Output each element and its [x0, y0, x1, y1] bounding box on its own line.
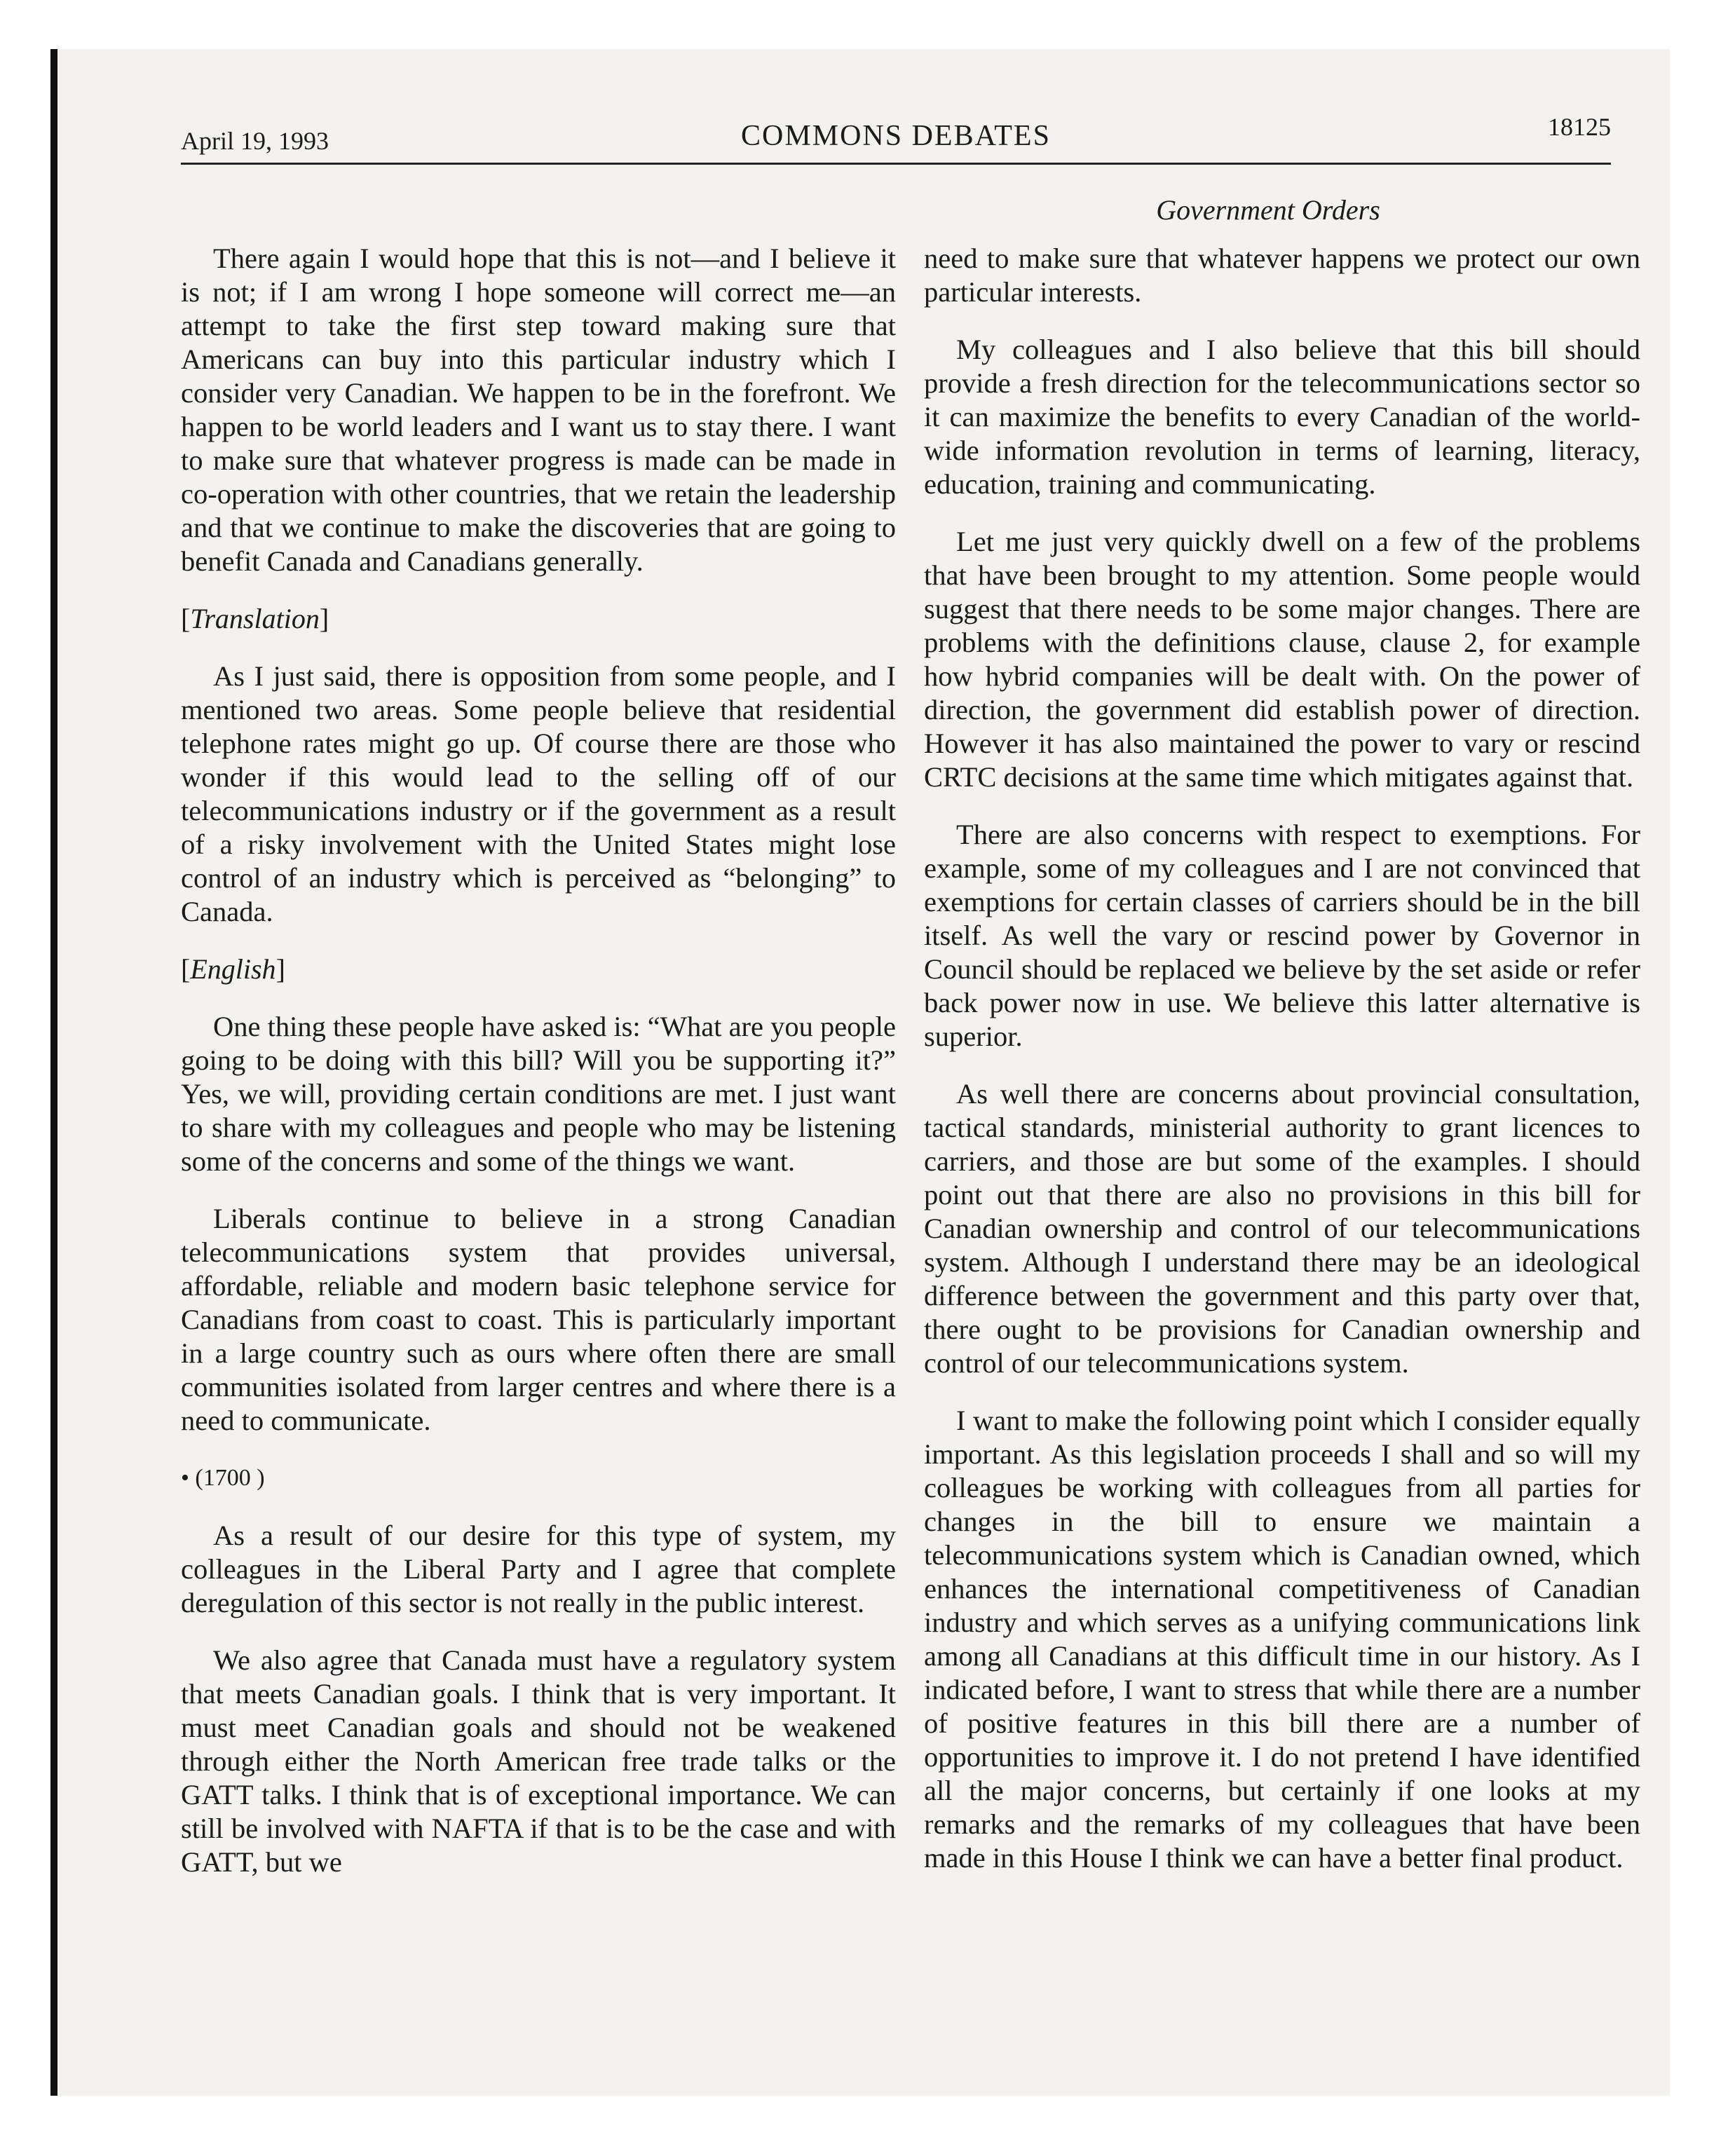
section-label: Government Orders [1156, 194, 1380, 226]
paragraph: There again I would hope that this is not—and I believe it is not; if I am wrong I hope someone will correct me—an attempt to take the first step toward making sure that Americans can buy into this particular industry which I consider very Canadian. We happen to be in the forefront. We happen to be world leaders and I want us to stay there. I want to make sure that whatever progress is made can be made in co-operation with other countries, that we retain the leadership and that we continue to make the discoveries that are going to benefit Canada and Canadians generally. [181, 243, 896, 577]
time-marker: • (1700 ) [181, 1465, 265, 1491]
left-column [181, 242, 896, 1903]
running-header [181, 112, 1611, 168]
language-tag: [English] [181, 953, 285, 985]
paragraph: I want to make the following point which I consider equally important. As this legislation proceeds I shall and so will my colleagues be working with colleagues from all parties for changes in the bill to ensure we maintain a telecommunications system which is Canadian owned, which enhances the international competitiveness of Canadian industry and which serves as a unifying communications link among all Canadians at this difficult time in our history. As I indicated before, I want to stress that while there are a number of positive features in this bill there are a number of opportunities to improve it. I do not pretend I have identified all the major concerns, but certainly if one looks at my remarks and the remarks of my colleagues that have been made in this House I think we can have a better final product. [924, 1405, 1640, 1874]
paragraph: There are also concerns with respect to exemptions. For example, some of my colleagues and I are not convinced that exemptions for certain classes of carriers should be in the bill itself. As well the vary or rescind power by Governor in Council should be replaced we believe by the set aside or refer back power now in use. We believe this latter alternative is superior. [924, 819, 1640, 1052]
header-rule [181, 163, 1611, 165]
paragraph: We also agree that Canada must have a regulatory system that meets Canadian goals. I think that is very important. It must meet Canadian goals and should not be weakened through either the North American free trade talks or the GATT talks. I think that is of exceptional importance. We can still be involved with NAFTA if that is to be the case and with GATT, but we [181, 1644, 896, 1878]
paragraph: One thing these people have asked is: “What are you people going to be doing with this bill? Will you be supporting it?” Yes, we will, providing certain conditions are met. I just want to share with my colleagues and people who may be listening some of the concerns and some of the things we want. [181, 1011, 896, 1177]
paragraph: As well there are concerns about provincial consultation, tactical standards, ministerial authority to grant licences to carriers, and those are but some of the examples. I should point out that there are also no provisions in this bill for Canadian ownership and control of our telecommunications system. Although I understand there may be an ideological difference between the government and this party over that, there ought to be provisions for Canadian ownership and control of our telecommunications system. [924, 1078, 1640, 1379]
header-title: COMMONS DEBATES [741, 120, 1051, 152]
paragraph: As a result of our desire for this type of system, my colleagues in the Liberal Party and I agree that complete deregulation of this sector is not really in the public interest. [181, 1520, 896, 1618]
language-tag: [Translation] [181, 603, 329, 634]
paragraph: My colleagues and I also believe that this bill should provide a fresh direction for the telecommunications sector so it can maximize the benefits to every Canadian of the world-wide information revolution in terms of learning, literacy, education, training and communicating. [924, 334, 1640, 500]
paragraph: need to make sure that whatever happens we protect our own particular interests. [924, 243, 1640, 308]
header-date: April 19, 1993 [181, 127, 329, 155]
page-number: 18125 [1548, 113, 1611, 141]
paragraph: Let me just very quickly dwell on a few of the problems that have been brought to my attention. Some people would suggest that there needs to be some major changes. There are problems with the definitions clause, clause 2, for example how hybrid companies will be dealt with. On the power of direction, the government did establish power of direction. However it has also maintained the power to vary or rescind CRTC decisions at the same time which mitigates against that. [924, 526, 1640, 793]
right-column [924, 242, 1640, 1899]
scan-shadow-bar [50, 49, 57, 2096]
paragraph: As I just said, there is opposition from some people, and I mentioned two areas. Some people believe that residential telephone rates might go up. Of course there are those who wonder if this would lead to the selling off of our telecommunications industry or if the government as a result of a risky involvement with the United States might lose control of an industry which is perceived as “belonging” to Canada. [181, 660, 896, 927]
scan-margin [0, 0, 55, 2156]
paragraph: Liberals continue to believe in a strong Canadian telecommunications system that provides universal, affordable, reliable and modern basic telephone service for Canadians from coast to coast. This is particularly important in a large country such as ours where often there are small communities isolated from larger centres and where there is a need to communicate. [181, 1203, 896, 1436]
language-tag-text: Translation [190, 603, 320, 634]
language-tag-text: English [190, 953, 276, 985]
